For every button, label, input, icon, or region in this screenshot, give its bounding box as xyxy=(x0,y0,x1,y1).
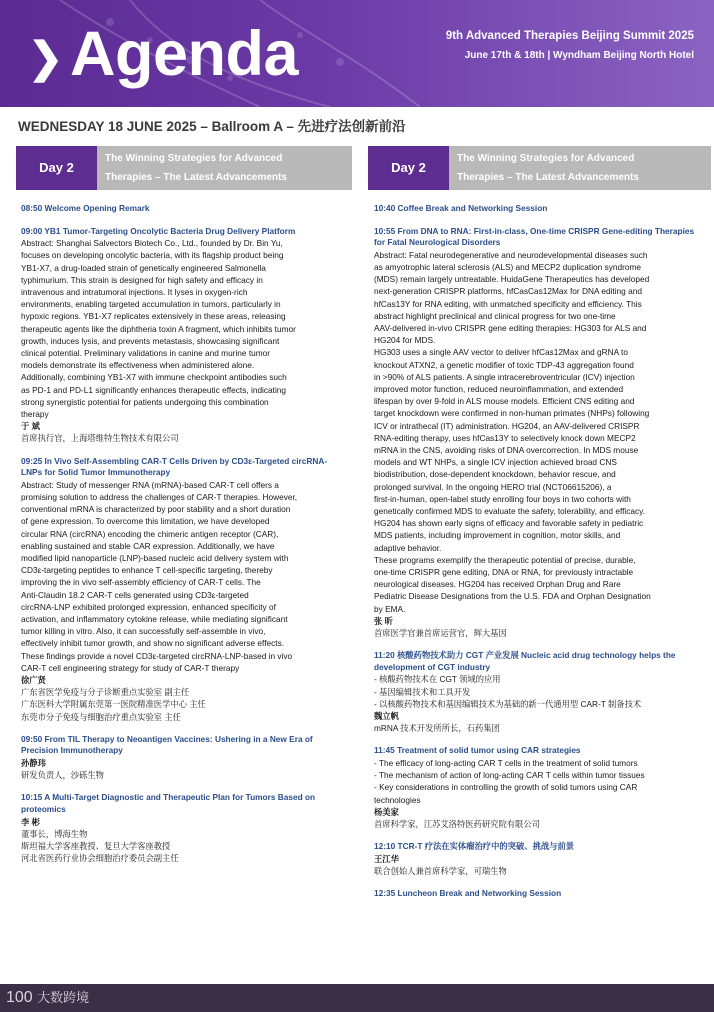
abstract-line: first-in-human, open-label study enrolling four boys in two cohorts with xyxy=(374,493,631,504)
logo-text: 大数跨境 xyxy=(37,991,90,1006)
speaker-affiliation: 首席科学家，江苏艾洛特医药研究院有限公司 xyxy=(374,819,540,830)
abstract-line: abstract highlight preclinical and clinical progress for two one-time xyxy=(374,310,616,321)
day-label: Day 2 xyxy=(368,146,449,190)
abstract-line: by EMA. xyxy=(374,603,406,614)
abstract-line: improving the in vivo self-assembly efficiency of CAR-T cells. The xyxy=(21,577,261,588)
abstract-line: clinical potential. Preliminary validations in canine and murine tumor xyxy=(21,348,271,359)
abstract-line: HG204 has shown early signs of efficacy and favorable safety in pediatric xyxy=(374,518,644,529)
abstract-line: Abstract: Fatal neurodegenerative and neurodevelopmental diseases such xyxy=(374,249,648,260)
abstract-line: circular RNA (circRNA) encoding the chimeric antigen receptor (CAR), xyxy=(21,528,279,539)
abstract-line: environments, enabling targeted accumulation in tumors, particularly in xyxy=(21,299,281,310)
abstract-line: Abstract: Shanghai Salvectors Biotech Co., Ltd., founded by Dr. Bin Yu, xyxy=(21,238,283,249)
day-theme-line: The Winning Strategies for Advanced xyxy=(457,153,635,164)
abstract-line: neurological diseases. HG204 has received Orphan Drug and Rare xyxy=(374,579,621,590)
abstract-line: YB1-X7, a drug-loaded strain of genetically engineered Salmonella xyxy=(21,262,266,273)
abstract-line: promising solution to address the challenges of CAR-T therapies. However, xyxy=(21,492,298,503)
speaker-name: 王江华 xyxy=(374,853,399,864)
speaker-affiliation: 东莞市分子免疫与细胞治疗重点实验室 主任 xyxy=(21,711,181,722)
abstract-line: Anti-Claudin 18.2 CAR-T cells generated using CD3ε-targeted xyxy=(21,589,249,600)
session-title: 11:45 Treatment of solid tumor using CAR strategies xyxy=(374,745,581,756)
speaker-affiliation: mRNA 技术开发所所长，石药集团 xyxy=(374,723,500,734)
speaker-name: 李 彬 xyxy=(21,816,40,827)
session-title: 11:20 核酸药物技术助力 CGT 产业发展 Nucleic acid drug technology helps the development of CGT industry xyxy=(374,650,676,672)
agenda-column-right xyxy=(374,203,696,911)
session-abstract xyxy=(374,249,696,615)
abstract-line: of gene expression. To overcome this limitation, we have developed xyxy=(21,516,270,527)
bullet-item: - The mechanism of action of long-acting CAR T cells within tumor tissues xyxy=(374,770,645,781)
abstract-line: Additionally, combining YB1-X7 with immune checkpoint antibodies such xyxy=(21,372,287,383)
footer-bar xyxy=(0,984,714,1012)
agenda-session xyxy=(374,745,696,830)
abstract-line: activation, and inflammatory cytokine release, while mediating significant xyxy=(21,614,288,625)
brand-logo xyxy=(6,989,89,1008)
abstract-line: growth, induces lysis, and prevents metastasis, showcasing significant xyxy=(21,335,280,346)
abstract-line: prolonged survival. In the ongoing HERO trial (NCT06615206), a xyxy=(374,481,612,492)
abstract-line: lifespan by over 9-fold in ALS mouse models. Efficient CNS editing and xyxy=(374,396,635,407)
abstract-line: RNA-editing therapy, uses hfCas13Y to selectively knock down MECP2 xyxy=(374,432,636,443)
abstract-line: as amyotrophic lateral sclerosis (ALS) and MECP2 duplication syndrome xyxy=(374,261,641,272)
day-theme-line: Therapies – The Latest Advancements xyxy=(457,172,639,183)
session-title: 10:15 A Multi-Target Diagnostic and Therapeutic Plan for Tumors Based on proteomics xyxy=(21,792,316,815)
abstract-line: CAR-T cell engineering strategy for study of CAR-T therapy xyxy=(21,662,240,673)
abstract-line: models and WT NHPs, a single ICV injection achieved broad CNS xyxy=(374,457,617,468)
logo-number: 100 xyxy=(6,989,33,1006)
abstract-line: CD3ε-targeting peptides to enhance T cell-specific targeting, thereby xyxy=(21,565,273,576)
abstract-line: biodistribution, dose-dependent knockdown, behavior rescue, and xyxy=(374,469,616,480)
day-heading: WEDNESDAY 18 JUNE 2025 – Ballroom A – 先进疗法创新前沿 xyxy=(18,119,406,134)
agenda-session xyxy=(21,456,346,723)
abstract-line: focuses on developing oncolytic bacteria, with its flagship product being xyxy=(21,250,284,261)
bullet-item: technologies xyxy=(374,794,421,805)
abstract-line: Abstract: Study of messenger RNA (mRNA)-based CAR-T cell offers a xyxy=(21,479,279,490)
abstract-line: AAV-delivered in-vivo CRISPR gene editing therapies: HG303 for ALS and xyxy=(374,323,647,333)
abstract-line: target knockdown were confirmed in non-human primates (NHPs) following xyxy=(374,408,650,419)
abstract-line: enabling sustained and stable CAR expression. Additionally, we have xyxy=(21,540,275,551)
speaker-affiliation: 广东医科大学附属东莞第一医院精准医学中心 主任 xyxy=(21,699,206,710)
session-title: 09:00 YB1 Tumor-Targeting Oncolytic Bacteria Drug Delivery Platform xyxy=(21,225,296,236)
session-abstract xyxy=(21,479,346,674)
abstract-line: typhimurium. This strain is designed for high safety and efficacy in xyxy=(21,274,263,285)
abstract-line: in >90% of ALS patients. A single intracerebroventricular (ICV) injection xyxy=(374,371,635,382)
abstract-line: improved motor function, reduced neuroinflammation, and extended xyxy=(374,384,624,395)
abstract-line: hypoxic regions. YB1-X7 replicates extensively in these areas, releasing xyxy=(21,311,286,322)
abstract-line: MDS patients, including improvement in cognition, motor skills, and xyxy=(374,530,621,541)
abstract-line: therapeutic agents like the diphtheria toxin A fragment, which inhibits tumor xyxy=(21,323,296,334)
agenda-session xyxy=(21,203,346,215)
bullet-item: - 基因编辑技术和工具开发 xyxy=(374,686,471,697)
session-title: 09:25 In Vivo Self-Assembling CAR-T Cells Driven by CD3ε-Targeted circRNA-LNPs for Solid Tumor Immunotherapy xyxy=(21,455,328,478)
abstract-line: These programs exemplify the therapeutic potential of precise, durable, xyxy=(374,554,636,565)
speaker-affiliation: 斯坦福大学客座教授、复旦大学客座教授 xyxy=(21,841,171,852)
speaker-affiliation: 河北省医药行业协会细胞治疗委员会副主任 xyxy=(21,853,179,864)
abstract-line: models demonstrate its effectiveness when administered alone. xyxy=(21,360,255,371)
abstract-line: genetically confirmed MDS to evaluate the safety, tolerability, and efficacy. xyxy=(374,506,646,517)
bullet-item: - 核酸药物技术在 CGT 领域的应用 xyxy=(374,674,501,685)
day-theme-line: Therapies – The Latest Advancements xyxy=(105,172,287,183)
abstract-line: strong synergistic potential for patients undergoing this combination xyxy=(21,396,269,407)
agenda-session xyxy=(21,226,346,445)
speaker-affiliation: 董事长，博海生物 xyxy=(21,828,88,839)
abstract-line: ICV or intrathecal (IT) administration. HG204, an AAV-delivered CRISPR xyxy=(374,420,640,431)
agenda-session xyxy=(374,888,696,900)
session-title: 10:40 Coffee Break and Networking Session xyxy=(374,203,548,213)
abstract-line: mRNA in the CNS, avoiding risks of DNA overcorrection. In MDS mouse xyxy=(374,445,639,456)
session-abstract xyxy=(21,237,346,420)
abstract-line: next-generation CRISPR platforms, hfCasCas12Max for DNA editing and xyxy=(374,286,642,297)
abstract-line: (MDS) remain largely untreatable. HuidaGene Therapeutics has developed xyxy=(374,274,650,285)
abstract-line: Pediatric Disease Designations from the U.S. FDA and Orphan Designation xyxy=(374,591,651,602)
abstract-line: as PD-1 and PD-L1 significantly enhances therapeutic effects, indicating xyxy=(21,384,287,395)
session-title: 12:35 Luncheon Break and Networking Session xyxy=(374,888,562,899)
abstract-line: modified lipid nanoparticle (LNP)-based nucleic acid delivery system with xyxy=(21,553,289,564)
summit-name xyxy=(446,30,694,44)
speaker-name: 杨美家 xyxy=(374,806,399,817)
agenda-session xyxy=(374,841,696,877)
speaker-name: 于 斌 xyxy=(21,421,40,432)
abstract-line: therapy xyxy=(21,409,49,420)
agenda-session xyxy=(374,203,696,215)
abstract-line: knockout ATXN2, a genetic modifier of toxic TDP-43 aggregation found xyxy=(374,359,634,370)
speaker-affiliation: 联合创始人兼首席科学家，可瑞生物 xyxy=(374,866,507,877)
day-label: Day 2 xyxy=(16,146,97,190)
speaker-name: 孙静玮 xyxy=(21,758,46,769)
session-title: 08:50 Welcome Opening Remark xyxy=(21,203,150,213)
abstract-line: These findings provide a novel CD3ε-targeted circRNA-LNP-based in vivo xyxy=(21,650,293,661)
abstract-line: conventional mRNA is characterized by poor stability and a short duration xyxy=(21,504,291,515)
abstract-line: adaptive behavior. xyxy=(374,542,442,553)
bullet-item: - The efficacy of long-acting CAR T cells in the treatment of solid tumors xyxy=(374,758,638,769)
abstract-line: HG303 uses a single AAV vector to deliver hfCas12Max and gRNA to xyxy=(374,347,628,358)
speaker-affiliation: 首席医学官兼首席运营官，辉大基因 xyxy=(374,628,507,639)
bullet-item: - 以核酸药物技术和基因编辑技术为基础的新一代通用型 CAR-T 制备技术 xyxy=(374,698,642,709)
day-theme-line: The Winning Strategies for Advanced xyxy=(105,153,283,164)
abstract-line: tumor killing in vitro. Also, it can successfully self-assemble in vivo, xyxy=(21,626,266,637)
speaker-name: 魏立帆 xyxy=(374,711,399,722)
speaker-name: 徐广贤 xyxy=(21,675,46,686)
abstract-line: circRNA-LNP exhibited prolonged expression, enhanced specificity of xyxy=(21,601,276,612)
speaker-affiliation: 首席执行官，上海塔维特生物技术有限公司 xyxy=(21,433,179,444)
session-title: 10:55 From DNA to RNA: First-in-class, One-time CRISPR Gene-editing Therapies for Fatal Neurological Disorders xyxy=(374,225,695,248)
day-banner-right xyxy=(368,146,711,190)
day-theme xyxy=(449,146,711,190)
session-title: 12:10 TCR-T 疗法在实体瘤治疗中的突破、挑战与前景 xyxy=(374,841,575,852)
abstract-line: effectively inhibit tumor growth, and show no significant adverse effects. xyxy=(21,638,285,649)
day-banner-left xyxy=(16,146,352,190)
summit-name-text: 9th Advanced Therapies Beijing Summit 2025 xyxy=(445,30,694,42)
agenda-session xyxy=(21,734,346,782)
agenda-column-left xyxy=(21,203,346,875)
summit-date-location: June 17th & 18th | Wyndham Beijing North Hotel xyxy=(464,50,694,61)
page-title: Agenda xyxy=(70,19,299,89)
agenda-session xyxy=(21,792,346,864)
abstract-line: hfCas13Y for RNA editing, with unmatched specificity and efficiency. This xyxy=(374,298,642,309)
session-title: 09:50 From TIL Therapy to Neoantigen Vaccines: Ushering in a New Era of Precision Immunotherapy xyxy=(21,733,313,756)
day-theme xyxy=(97,146,352,190)
agenda-session xyxy=(374,650,696,734)
speaker-affiliation: 研发负责人，沙砾生物 xyxy=(21,770,104,781)
speaker-affiliation: 广东省医学免疫与分子诊断重点实验室 副主任 xyxy=(21,687,190,698)
bullet-item: - Key considerations in controlling the growth of solid tumors using CAR xyxy=(374,782,638,793)
abstract-line: HG204 for MDS. xyxy=(374,335,436,346)
abstract-line: intravenous and intratumoral injections. It lyses in oxygen-rich xyxy=(21,287,248,297)
chevron-right-icon: ❯ xyxy=(28,34,64,81)
speaker-name: 张 昕 xyxy=(374,615,393,626)
abstract-line: one-time CRISPR gene editing, DNA or RNA, for previously intractable xyxy=(374,567,634,578)
agenda-session xyxy=(374,226,696,640)
agenda-header-banner xyxy=(0,0,714,107)
